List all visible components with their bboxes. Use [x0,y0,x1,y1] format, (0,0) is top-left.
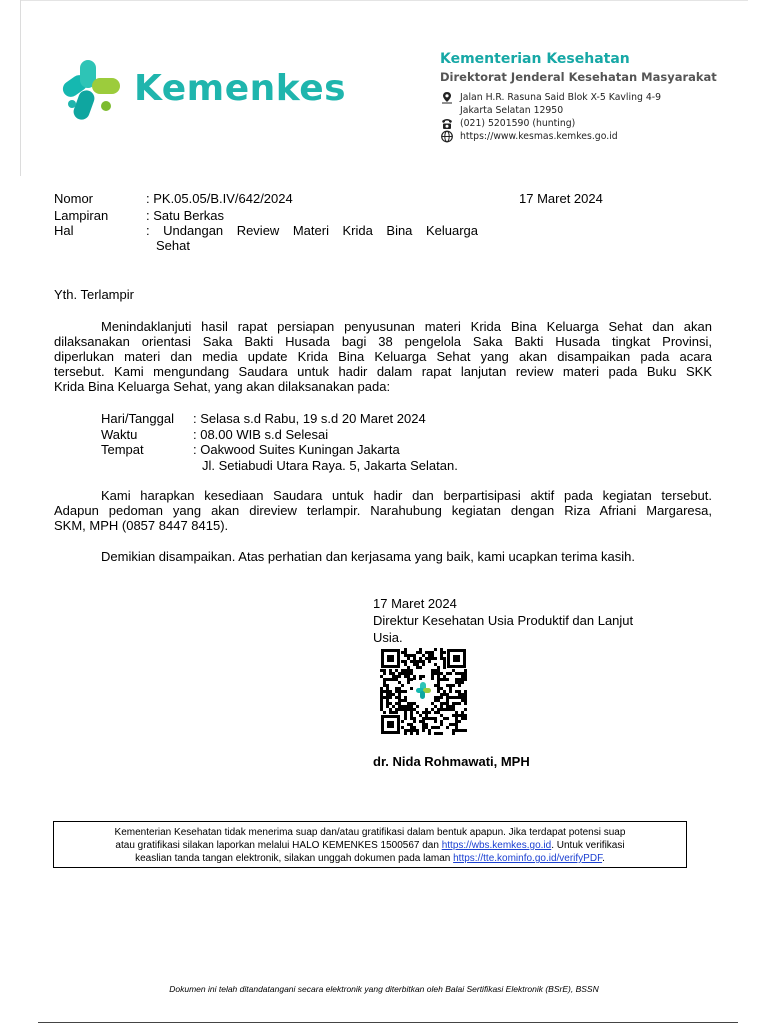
qr-code [380,648,467,735]
phone-icon [440,117,454,130]
salutation: Yth. Terlampir [54,287,134,302]
verify-pdf-link[interactable]: https://tte.kominfo.go.id/verifyPDF [453,853,603,864]
paragraph-line: Krida Bina Keluarga Sehat, yang akan dilaksanakan pada: [54,379,391,394]
place-value-2: Jl. Setiabudi Utara Raya. 5, Jakarta Selatan. [202,458,458,473]
hal-value [146,223,478,238]
signature-title-2: Usia. [373,630,403,645]
disclaimer-text-4: keaslian tanda tangan elektronik, silakan unggah dokumen pada laman [135,853,454,864]
lampiran-value: : Satu Berkas [146,208,225,223]
letter-date: 17 Maret 2024 [519,191,603,206]
location-pin-icon [440,91,454,104]
disclaimer-text-3: . Untuk verifikasi [551,840,625,851]
page-left-edge [20,0,21,176]
paragraph-line: Adapun pedoman yang akan direview terlampir. Narahubung kegiatan dengan Riza Afriani Margaresa, [54,503,712,518]
closing: Demikian disampaikan. Atas perhatian dan kerjasama yang baik, kami ucapkan terima kasih. [101,549,635,564]
logo-text: Kemenkes [134,68,347,109]
paragraph-line: tersebut. Kami mengundang Saudara untuk hadir dalam rapat lanjutan review materi pada Buku SKK [54,364,712,379]
phone [440,117,750,130]
website-url[interactable]: https://www.kesmas.kemkes.go.id [460,131,618,142]
paragraph-line: SKM, MPH (0857 8447 8415). [54,518,229,533]
org-dept: Direktorat Jenderal Kesehatan Masyarakat [440,70,717,84]
nomor-label: Nomor [54,191,94,206]
hal-line-2: Sehat [156,238,190,253]
place-label: Tempat [101,442,144,457]
page-top-edge [20,0,748,1]
day-label: Hari/Tanggal [101,411,174,426]
disclaimer-box [53,821,687,868]
signature-title-1: Direktur Kesehatan Usia Produktif dan Lanjut [373,613,634,628]
globe-icon [440,130,454,143]
nomor-value: : PK.05.05/B.IV/642/2024 [146,191,293,206]
paragraph-line: dilaksanakan orientasi Saka Bakti Husada bagi 38 pengelola Saka Bakti Husada tingkat Provinsi, [54,334,712,349]
hal-line-1: : Undangan Review Materi Krida Bina Keluarga [146,223,478,238]
address-line-2: Jakarta Selatan 12950 [460,105,564,116]
disclaimer-text-5: . [602,853,605,864]
paragraph-2 [54,488,712,533]
signer-name: dr. Nida Rohmawati, MPH [373,754,530,769]
time-label: Waktu [101,427,138,442]
letterhead [440,50,750,143]
time-value: : 08.00 WIB s.d Selesai [193,427,329,442]
lampiran-label: Lampiran [54,208,109,223]
paragraph-line: Kami harapkan kesediaan Saudara untuk hadir dan berpartisipasi aktif pada kegiatan tersebut. [101,488,712,503]
address [440,91,750,117]
paragraph-line: Menindaklanjuti hasil rapat persiapan penyusunan materi Krida Bina Keluarga Sehat dan akan [101,319,712,334]
disclaimer-text-2: atau gratifikasi silakan laporkan melalui HALO KEMENKES 1500567 dan [115,840,442,851]
wbs-link[interactable]: https://wbs.kemkes.go.id [441,840,552,851]
address-line-1: Jalan H.R. Rasuna Said Blok X-5 Kavling 4-9 [460,92,662,103]
website [440,130,750,143]
day-value: : Selasa s.d Rabu, 19 s.d 20 Maret 2024 [193,411,426,426]
place-value-1: : Oakwood Suites Kuningan Jakarta [193,442,400,457]
kemenkes-logo-icon [58,60,122,127]
signature-date: 17 Maret 2024 [373,596,457,611]
phone-number: (021) 5201590 (hunting) [460,118,576,129]
org-name: Kementerian Kesehatan [440,51,630,67]
page-bottom-edge [38,1022,738,1023]
paragraph-1 [54,319,712,394]
disclaimer-text-1: Kementerian Kesehatan tidak menerima suap dan/atau gratifikasi dalam bentuk apapun. Jika terdapat potensi suap [114,827,626,838]
paragraph-line: diperlukan materi dan media update Krida Bina Keluarga Sehat yang akan disampaikan pada acara [54,349,712,364]
hal-label: Hal [54,223,74,238]
footer-note: Dokumen ini telah ditandatangani secara elektronik yang diterbitkan oleh Balai Sertifikasi Elektronik (BSrE), BSSN [169,984,599,994]
